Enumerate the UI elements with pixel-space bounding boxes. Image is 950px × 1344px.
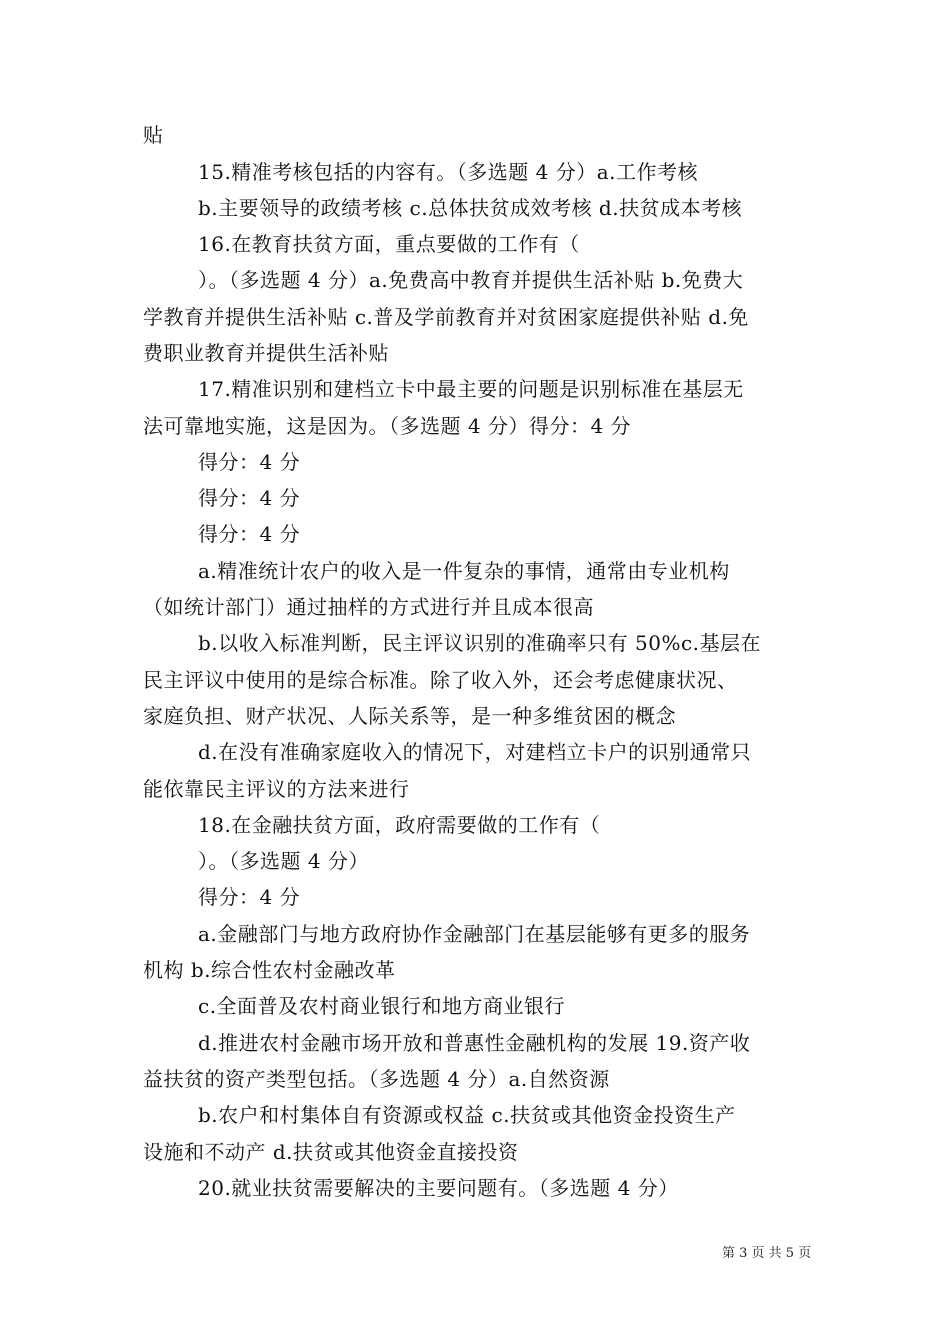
question-18: 18.在金融扶贫方面，政府需要做的工作有（ xyxy=(198,813,601,837)
question-19: 益扶贫的资产类型包括。（多选题 4 分）a.自然资源 xyxy=(143,1067,610,1091)
score-line: 得分：4 分 xyxy=(198,522,301,546)
option-d: d.在没有准确家庭收入的情况下，对建档立卡户的识别通常只 xyxy=(198,740,752,764)
option-b: b.以收入标准判断，民主评议识别的准确率只有 50%c.基层在 xyxy=(198,631,762,655)
text-line: 费职业教育并提供生活补贴 xyxy=(143,341,389,365)
score-line: 得分：4 分 xyxy=(198,450,301,474)
option-b: b.农户和村集体自有资源或权益 c.扶贫或其他资金投资生产 xyxy=(198,1103,736,1127)
option-a: a.精准统计农户的收入是一件复杂的事情，通常由专业机构 xyxy=(198,559,730,583)
question-20: 20.就业扶贫需要解决的主要问题有。（多选题 4 分） xyxy=(198,1176,679,1200)
question-17: 17.精准识别和建档立卡中最主要的问题是识别标准在基层无 xyxy=(198,377,744,401)
question-16: 16.在教育扶贫方面，重点要做的工作有（ xyxy=(198,232,580,256)
text-line: 家庭负担、财产状况、人际关系等，是一种多维贫困的概念 xyxy=(143,704,676,728)
text-line: 设施和不动产 d.扶贫或其他资金直接投资 xyxy=(143,1140,519,1164)
question-15: 15.精准考核包括的内容有。（多选题 4 分）a.工作考核 xyxy=(198,160,699,184)
text-line: b.主要领导的政绩考核 c.总体扶贫成效考核 d.扶贫成本考核 xyxy=(198,196,743,220)
option-a: a.金融部门与地方政府协作金融部门在基层能够有更多的服务 xyxy=(198,922,751,946)
text-line: 能依靠民主评议的方法来进行 xyxy=(143,777,410,801)
text-line: 机构 b.综合性农村金融改革 xyxy=(143,958,396,982)
option-c: c.全面普及农村商业银行和地方商业银行 xyxy=(198,994,566,1018)
option-d: d.推进农村金融市场开放和普惠性金融机构的发展 19.资产收 xyxy=(198,1031,751,1055)
score-line: 得分：4 分 xyxy=(198,885,301,909)
text-line: 学教育并提供生活补贴 c.普及学前教育并对贫困家庭提供补贴 d.免 xyxy=(143,305,749,329)
page-number: 第 3 页 共 5 页 xyxy=(722,1246,812,1261)
text-line: （如统计部门）通过抽样的方式进行并且成本很高 xyxy=(143,595,594,619)
text-line: ）。（多选题 4 分） xyxy=(198,849,369,873)
score-line: 得分：4 分 xyxy=(198,486,301,510)
text-line: ）。（多选题 4 分）a.免费高中教育并提供生活补贴 b.免费大 xyxy=(198,268,744,292)
text-line: 贴 xyxy=(143,123,164,147)
text-line: 法可靠地实施，这是因为。（多选题 4 分）得分：4 分 xyxy=(143,414,632,438)
text-line: 民主评议中使用的是综合标准。除了收入外，还会考虑健康状况、 xyxy=(143,668,738,692)
